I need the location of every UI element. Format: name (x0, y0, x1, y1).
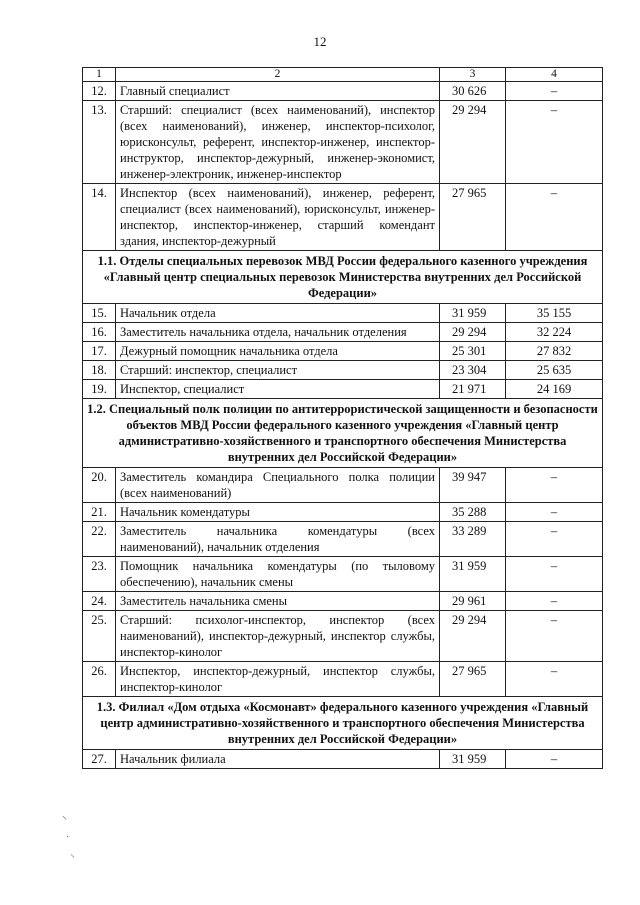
table-row (83, 342, 603, 361)
salary-value-2: 24 169 (506, 380, 603, 399)
section-heading-row (83, 697, 603, 750)
table-row (83, 82, 603, 101)
salary-value: 27 965 (440, 184, 506, 251)
salary-value: 31 959 (440, 557, 506, 592)
header-col-2: 2 (116, 68, 440, 82)
table-row (83, 304, 603, 323)
section-heading: 1.2. Специальный полк полиции по антитеррористической защищенности и безопасности объектов МВД России федерального казенного учреждения «Главный центр административно-хозяйственного и транспортного обеспечения Министерства внутренних дел Российской Федерации» (83, 399, 603, 468)
row-number: 21. (83, 503, 116, 522)
salary-value: 29 294 (440, 323, 506, 342)
salary-value: 30 626 (440, 82, 506, 101)
row-number: 23. (83, 557, 116, 592)
salary-value-2: – (506, 101, 603, 184)
position-title: Заместитель начальника смены (116, 592, 440, 611)
page-number: 12 (313, 34, 327, 49)
row-number: 22. (83, 522, 116, 557)
margin-mark: ⸌ (62, 815, 67, 826)
salary-value-2: – (506, 522, 603, 557)
salary-value-2: – (506, 557, 603, 592)
salary-value-2: – (506, 750, 603, 769)
row-number: 27. (83, 750, 116, 769)
salary-value-2: – (506, 592, 603, 611)
row-number: 12. (83, 82, 116, 101)
table-row (83, 361, 603, 380)
position-title: Заместитель начальника отдела, начальник отделения (116, 323, 440, 342)
salary-value: 33 289 (440, 522, 506, 557)
row-number: 15. (83, 304, 116, 323)
table-row (83, 468, 603, 503)
position-title: Главный специалист (116, 82, 440, 101)
position-title: Помощник начальника комендатуры (по тыловому обеспечению), начальник смены (116, 557, 440, 592)
position-title: Инспектор, инспектор-дежурный, инспектор службы, инспектор-кинолог (116, 662, 440, 697)
section-heading-row (83, 251, 603, 304)
position-title: Инспектор, специалист (116, 380, 440, 399)
position-title: Старший: специалист (всех наименований), инспектор (всех наименований), инженер, инспектор-психолог, юрисконсульт, референт, инспектор-инженер, инспектор-инструктор, инспектор-дежурный, инженер-экономист, инженер-электроник, инженер-инспектор (116, 101, 440, 184)
salary-value-2: – (506, 184, 603, 251)
position-title: Начальник филиала (116, 750, 440, 769)
row-number: 19. (83, 380, 116, 399)
salary-value: 31 959 (440, 304, 506, 323)
table-row (83, 750, 603, 769)
row-number: 14. (83, 184, 116, 251)
position-title: Старший: психолог-инспектор, инспектор (всех наименований), инспектор-дежурный, инспектор службы, инспектор-кинолог (116, 611, 440, 662)
salary-value-2: 25 635 (506, 361, 603, 380)
position-title: Старший: инспектор, специалист (116, 361, 440, 380)
table-row (83, 184, 603, 251)
header-row (83, 68, 603, 82)
salary-value: 23 304 (440, 361, 506, 380)
position-title: Заместитель командира Специального полка полиции (всех наименований) (116, 468, 440, 503)
position-title: Инспектор (всех наименований), инженер, референт, специалист (всех наименований), юрисконсульт, инженер-инспектор, инспектор-инженер, старший комендант здания, инспектор-дежурный (116, 184, 440, 251)
salary-value-2: – (506, 82, 603, 101)
section-heading: 1.1. Отделы специальных перевозок МВД России федерального казенного учреждения «Главный центр специальных перевозок Министерства внутренних дел Российской Федерации» (83, 251, 603, 304)
salary-value-2: – (506, 662, 603, 697)
salary-value: 29 294 (440, 611, 506, 662)
table-row (83, 611, 603, 662)
salary-value: 29 961 (440, 592, 506, 611)
row-number: 18. (83, 361, 116, 380)
header-col-4: 4 (506, 68, 603, 82)
table-row (83, 592, 603, 611)
header-col-3: 3 (440, 68, 506, 82)
table-row (83, 380, 603, 399)
salary-table (82, 67, 603, 769)
row-number: 24. (83, 592, 116, 611)
position-title: Начальник отдела (116, 304, 440, 323)
position-title: Заместитель начальника комендатуры (всех наименований), начальник отделения (116, 522, 440, 557)
position-title: Начальник комендатуры (116, 503, 440, 522)
salary-value: 25 301 (440, 342, 506, 361)
salary-value-2: 27 832 (506, 342, 603, 361)
salary-value: 27 965 (440, 662, 506, 697)
row-number: 13. (83, 101, 116, 184)
header-col-1: 1 (83, 68, 116, 82)
row-number: 17. (83, 342, 116, 361)
table-row (83, 323, 603, 342)
salary-value-2: – (506, 503, 603, 522)
salary-value-2: 32 224 (506, 323, 603, 342)
row-number: 16. (83, 323, 116, 342)
table-row (83, 101, 603, 184)
table-row (83, 662, 603, 697)
section-heading-row (83, 399, 603, 468)
table-row (83, 503, 603, 522)
section-heading: 1.3. Филиал «Дом отдыха «Космонавт» федерального казенного учреждения «Главный центр административно-хозяйственного и транспортного обеспечения Министерства внутренних дел Российской Федерации» (83, 697, 603, 750)
table-row (83, 557, 603, 592)
salary-value: 35 288 (440, 503, 506, 522)
table-row (83, 522, 603, 557)
position-title: Дежурный помощник начальника отдела (116, 342, 440, 361)
salary-value-2: – (506, 611, 603, 662)
margin-mark: ⸜ (70, 849, 75, 860)
row-number: 20. (83, 468, 116, 503)
salary-value: 29 294 (440, 101, 506, 184)
salary-value-2: – (506, 468, 603, 503)
margin-mark: · (66, 832, 70, 843)
row-number: 26. (83, 662, 116, 697)
salary-value: 39 947 (440, 468, 506, 503)
salary-value: 21 971 (440, 380, 506, 399)
salary-value-2: 35 155 (506, 304, 603, 323)
row-number: 25. (83, 611, 116, 662)
salary-value: 31 959 (440, 750, 506, 769)
